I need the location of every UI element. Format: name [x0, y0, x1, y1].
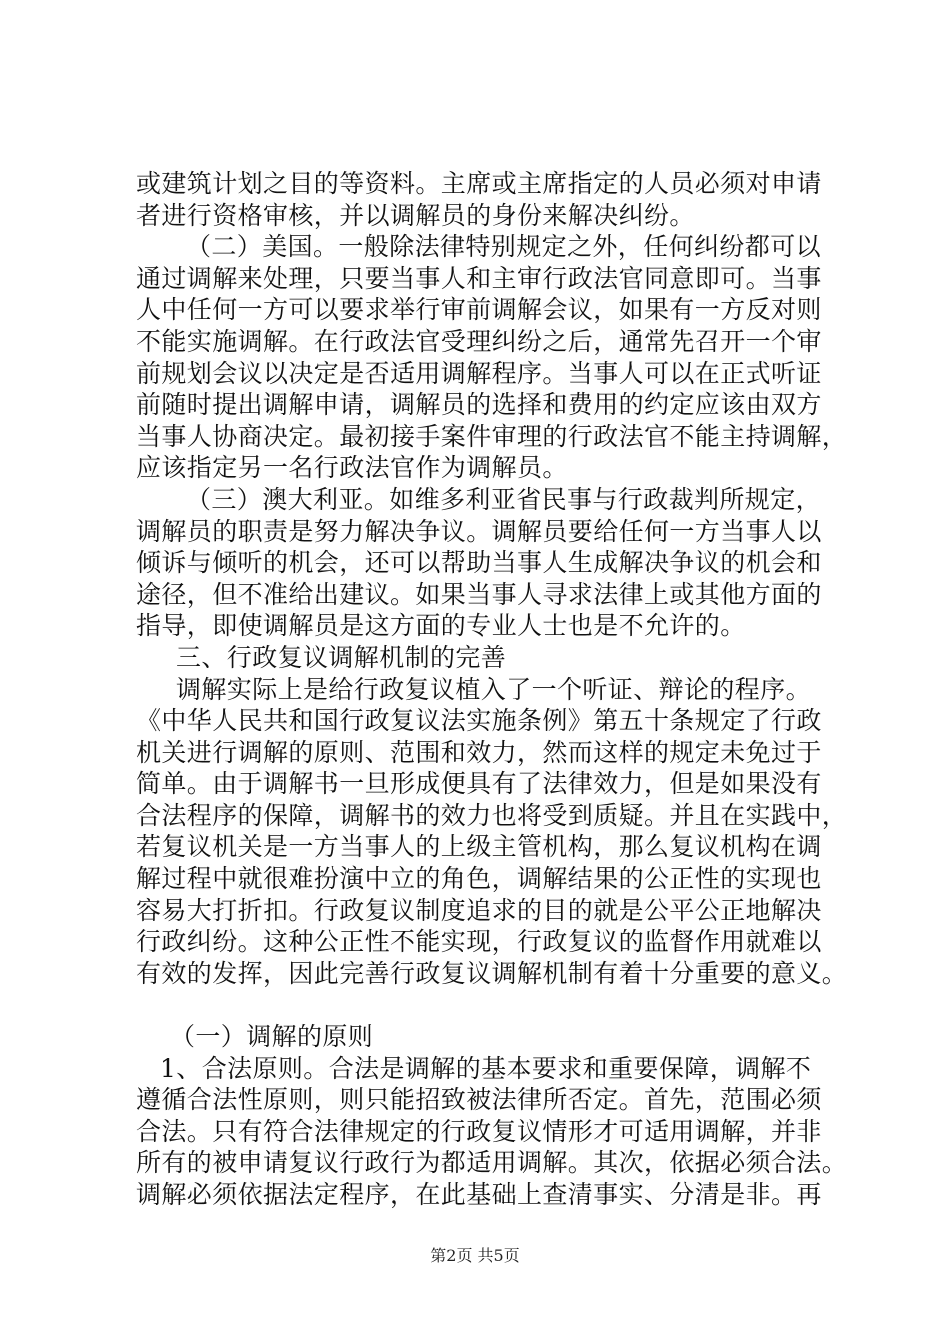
text-line: 人中任何一方可以要求举行审前调解会议，如果有一方反对则: [136, 295, 822, 325]
page-footer: 第2页 共5页: [430, 1246, 520, 1265]
text-line: 前随时提出调解申请，调解员的选择和费用的约定应该由双方: [136, 390, 822, 420]
text-line: 指导，即使调解员是这方面的专业人士也是不允许的。: [136, 611, 746, 641]
text-line: 调解必须依据法定程序，在此基础上查清事实、分清是非。再: [136, 1180, 822, 1209]
text-line: 通过调解来处理，只要当事人和主审行政法官同意即可。当事: [136, 263, 822, 293]
text-line: 若复议机关是一方当事人的上级主管机构，那么复议机构在调: [136, 832, 822, 862]
section-heading-principles: （一）调解的原则: [170, 1022, 374, 1052]
paragraph-gap: [136, 989, 826, 1021]
text-line: 1、合法原则。合法是调解的基本要求和重要保障，调解不: [160, 1053, 812, 1083]
text-line: 调解员的职责是努力解决争议。调解员要给任何一方当事人以: [136, 516, 822, 546]
text-line: 当事人协商决定。最初接手案件审理的行政法官不能主持调解，: [136, 421, 848, 451]
text-line: 简单。由于调解书一旦形成便具有了法律效力，但是如果没有: [136, 769, 822, 799]
text-line: 合法程序的保障，调解书的效力也将受到质疑。并且在实践中，: [136, 800, 848, 830]
text-line: 有效的发挥，因此完善行政复议调解机制有着十分重要的意义。: [136, 958, 848, 988]
text-line: 途径，但不准给出建议。如果当事人寻求法律上或其他方面的: [136, 579, 822, 609]
text-line: 遵循合法性原则，则只能招致被法律所否定。首先，范围必须: [136, 1085, 822, 1115]
document-body: [136, 168, 848, 1211]
text-line: 机关进行调解的原则、范围和效力，然而这样的规定未免过于: [136, 737, 822, 767]
text-line: 者进行资格审核，并以调解员的身份来解决纠纷。: [136, 200, 695, 230]
text-line: 应该指定另一名行政法官作为调解员。: [136, 453, 568, 483]
section-heading-usa: （二）美国。一般除法律特别规定之外，任何纠纷都可以: [186, 232, 822, 262]
text-line: 不能实施调解。在行政法官受理纠纷之后，通常先召开一个审: [136, 326, 822, 356]
text-line: 合法。只有符合法律规定的行政复议情形才可适用调解，并非: [136, 1116, 822, 1146]
section-heading-three: 三、行政复议调解机制的完善: [176, 642, 507, 672]
text-line: 容易大打折扣。行政复议制度追求的目的就是公平公正地解决: [136, 895, 822, 925]
text-line: 所有的被申请复议行政行为都适用调解。其次，依据必须合法。: [136, 1148, 848, 1178]
text-line: 调解实际上是给行政复议植入了一个听证、辩论的程序。: [176, 674, 812, 704]
text-line: 倾诉与倾听的机会，还可以帮助当事人生成解决争议的机会和: [136, 548, 822, 578]
text-line: 解过程中就很难扮演中立的角色，调解结果的公正性的实现也: [136, 864, 822, 894]
text-line: 《中华人民共和国行政复议法实施条例》第五十条规定了行政: [136, 706, 822, 736]
section-heading-australia: （三）澳大利亚。如维多利亚省民事与行政裁判所规定，: [186, 484, 822, 514]
text-line: 行政纠纷。这种公正性不能实现，行政复议的监督作用就难以: [136, 927, 822, 957]
text-line: 或建筑计划之目的等资料。主席或主席指定的人员必须对申请: [136, 169, 822, 198]
text-line: 前规划会议以决定是否适用调解程序。当事人可以在正式听证: [136, 358, 822, 388]
